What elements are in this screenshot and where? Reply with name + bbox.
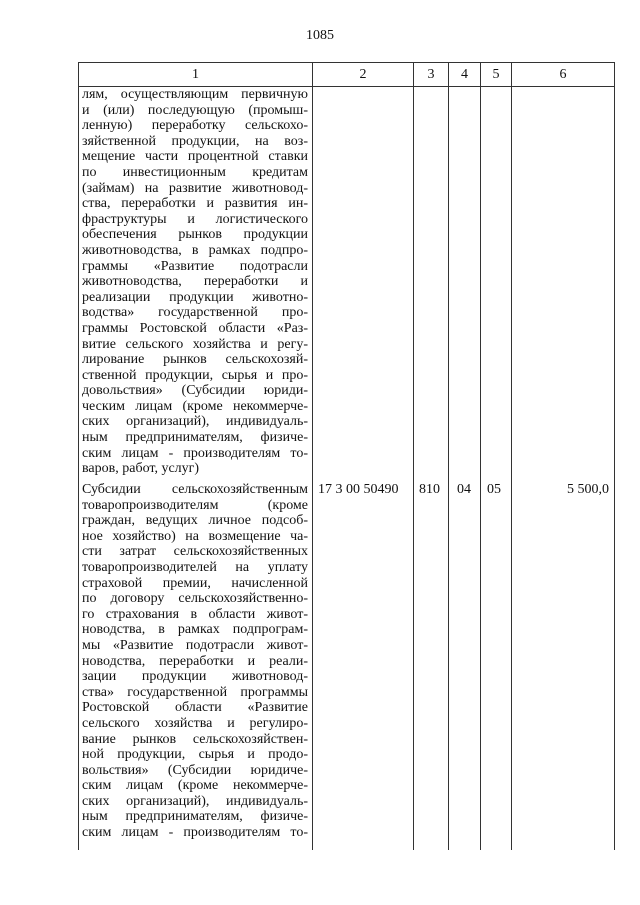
column-border	[78, 62, 79, 850]
text-line: водства» государственной про-	[82, 305, 308, 321]
text-line: ственной продукции, сырья и про-	[82, 367, 308, 383]
text-line: лям, осуществляющим первичную	[82, 87, 308, 102]
text-line: обеспечения рынков продукции	[82, 227, 308, 243]
text-line: ным предпринимателям, физиче-	[82, 809, 308, 825]
column-border	[614, 62, 615, 850]
text-line: сельского хозяйства и регулиро-	[82, 715, 308, 731]
text-line: и (или) последующую (промыш-	[82, 102, 308, 118]
text-line: ства, переработки и развития ин-	[82, 196, 308, 212]
text-line: ства» государственной программы	[82, 684, 308, 700]
text-line: мещение части процентной ставки	[82, 149, 308, 165]
text-line: ным предпринимателям, физиче-	[82, 430, 308, 446]
text-line: довольствия» (Субсидии юриди-	[82, 383, 308, 399]
text-line: ских организаций), индивидуаль-	[82, 414, 308, 430]
text-line: страховой премии, начисленной	[82, 575, 308, 591]
row-2-section: 04	[457, 482, 471, 497]
column-header-6: 6	[559, 67, 567, 82]
text-line: Ростовской области «Развитие	[82, 700, 308, 716]
text-line: по инвестиционным кредитам	[82, 164, 308, 180]
text-line: (займам) на развитие животновод-	[82, 180, 308, 196]
text-line: новодства, переработки и реали-	[82, 653, 308, 669]
text-line: ских организаций), индивидуаль-	[82, 793, 308, 809]
text-line: животноводства, переработки и	[82, 274, 308, 290]
text-line: реализации продукции животно-	[82, 289, 308, 305]
page-number: 1085	[306, 28, 334, 43]
text-line: ное хозяйство) на возмещение ча-	[82, 528, 308, 544]
row-1-description	[82, 87, 308, 477]
column-border	[312, 62, 313, 850]
text-line: граммы Ростовской области «Раз-	[82, 320, 308, 336]
row-2-subsection: 05	[487, 482, 501, 497]
text-line: товаропроизводителей на уплату	[82, 559, 308, 575]
text-line: граждан, ведущих личное подсоб-	[82, 513, 308, 529]
column-header-1: 1	[192, 67, 199, 82]
text-line: вольствия» (Субсидии юридиче-	[82, 762, 308, 778]
text-line: вание рынков сельскохозяйствен-	[82, 731, 308, 747]
text-line: витие сельского хозяйства и регу-	[82, 336, 308, 352]
text-line: ленную) переработку сельскохо-	[82, 118, 308, 134]
column-header-4: 4	[461, 67, 468, 82]
column-border	[413, 62, 414, 850]
text-line: зации продукции животновод-	[82, 669, 308, 685]
text-line: сти затрат сельскохозяйственных	[82, 544, 308, 560]
text-line: граммы «Развитие подотрасли	[82, 258, 308, 274]
text-line: мы «Развитие подотрасли живот-	[82, 637, 308, 653]
row-2-budget-code: 17 3 00 50490	[318, 482, 399, 497]
text-line: ским лицам (кроме некоммерче-	[82, 778, 308, 794]
text-line: фраструктуры и логистического	[82, 211, 308, 227]
text-line: ским лицам - производителям то-	[82, 445, 308, 461]
text-line: по договору сельскохозяйственно-	[82, 591, 308, 607]
column-header-5: 5	[492, 67, 500, 82]
text-line: го страхования в области живот-	[82, 606, 308, 622]
text-line: варов, работ, услуг)	[82, 461, 200, 477]
column-border	[511, 62, 512, 850]
text-line: лирование рынков сельскохозяй-	[82, 352, 308, 368]
text-line: товаропроизводителям (кроме	[82, 497, 308, 513]
row-2-expense-type: 810	[419, 482, 440, 497]
column-border	[448, 62, 449, 850]
text-line: Субсидии сельскохозяйственным	[82, 482, 308, 497]
text-line: ческим лицам (кроме некоммерче-	[82, 398, 308, 414]
text-line: животноводства, в рамках подпро-	[82, 242, 308, 258]
row-2-amount: 5 500,0	[567, 482, 609, 497]
text-line: зяйственной продукции, на воз-	[82, 133, 308, 149]
text-line: новодства, в рамках подпрограм-	[82, 622, 308, 638]
column-border	[480, 62, 481, 850]
row-2-description	[82, 482, 308, 841]
text-line: ной продукции, сырья и продо-	[82, 747, 308, 763]
text-line: ским лицам - производителям то-	[82, 825, 308, 841]
column-header-3: 3	[427, 67, 435, 82]
column-header-2: 2	[359, 67, 367, 82]
